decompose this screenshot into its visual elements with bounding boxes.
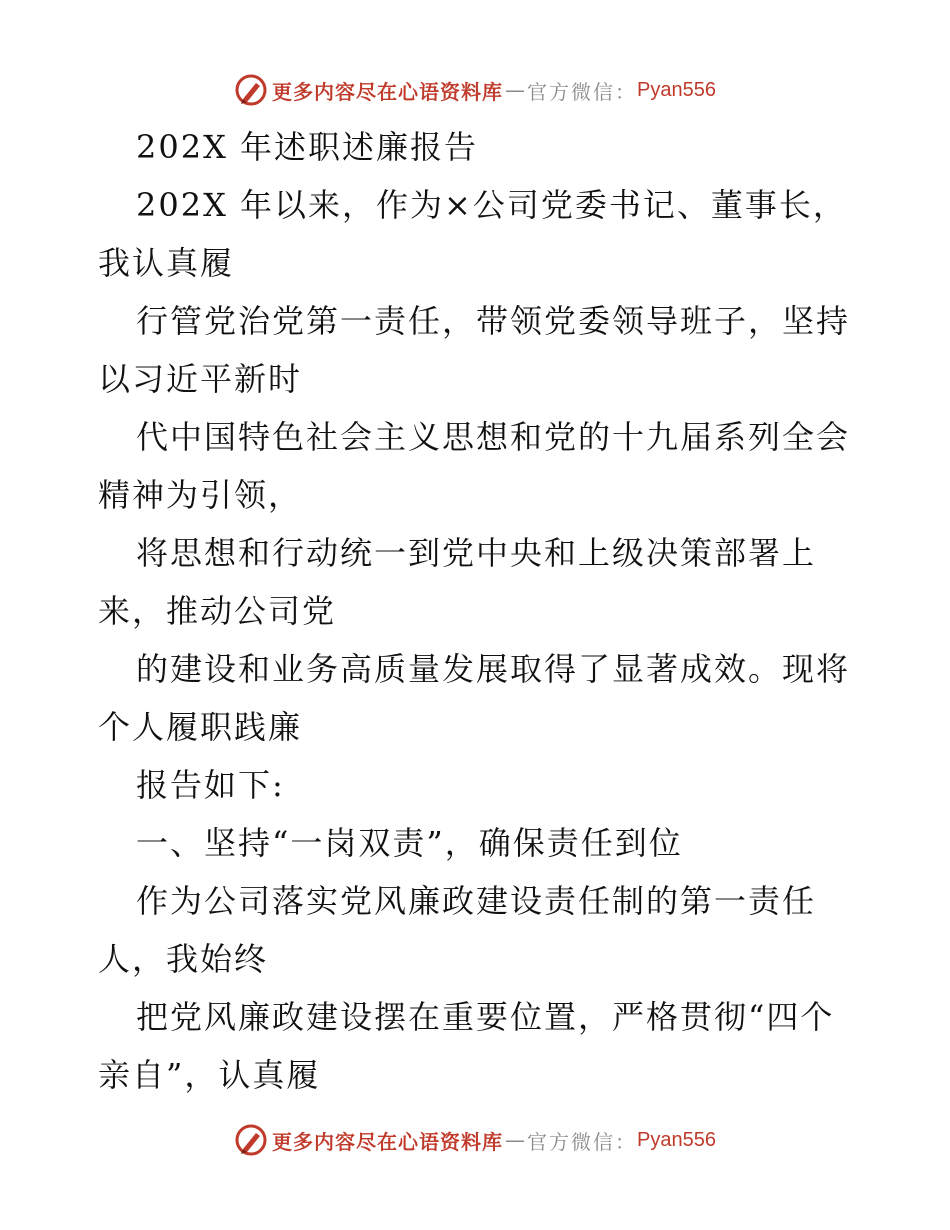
text-line: 202X 年以来，作为×公司党委书记、董事长， — [136, 186, 847, 224]
footer-slogan: 更多内容尽在心语资料库 — [272, 1129, 504, 1154]
text-line: 以习近平新时 — [98, 360, 303, 398]
text-line: 亲自”，认真履 — [98, 1056, 321, 1094]
text-line: 人，我始终 — [98, 940, 269, 978]
text-line: 将思想和行动统一到党中央和上级决策部署上 — [136, 534, 817, 572]
footer-banner — [0, 1120, 950, 1160]
header-wechat-label: 官方微信： — [527, 79, 638, 104]
text-line: 行管党治党第一责任，带领党委领导班子，坚持 — [136, 302, 851, 340]
text-line: 的建设和业务高质量发展取得了显著成效。现将 — [136, 650, 851, 688]
text-line: 精神为引领， — [98, 476, 303, 514]
text-line: 作为公司落实党风廉政建设责任制的第一责任 — [136, 882, 817, 920]
text-line: 个人履职践廉 — [98, 708, 303, 746]
header-banner — [0, 70, 950, 110]
text-line: 把党风廉政建设摆在重要位置，严格贯彻“四个 — [136, 998, 835, 1036]
header-wechat-id: Pyan556 — [637, 78, 716, 101]
section-heading: 一、坚持“一岗双责”，确保责任到位 — [136, 824, 683, 862]
document-body — [98, 118, 858, 1104]
header-dash: — — [505, 78, 526, 102]
header-slogan: 更多内容尽在心语资料库 — [272, 79, 504, 104]
pen-logo-icon — [234, 1123, 268, 1157]
text-line: 我认真履 — [98, 244, 235, 282]
pen-logo-icon — [234, 73, 268, 107]
text-line: 202X 年述职述廉报告 — [136, 128, 479, 166]
text-line: 报告如下: — [136, 766, 285, 804]
footer-wechat-id: Pyan556 — [637, 1128, 716, 1151]
footer-wechat-label: 官方微信： — [527, 1129, 638, 1154]
footer-dash: — — [505, 1128, 526, 1152]
text-line: 来，推动公司党 — [98, 592, 337, 630]
text-line: 代中国特色社会主义思想和党的十九届系列全会 — [136, 418, 851, 456]
